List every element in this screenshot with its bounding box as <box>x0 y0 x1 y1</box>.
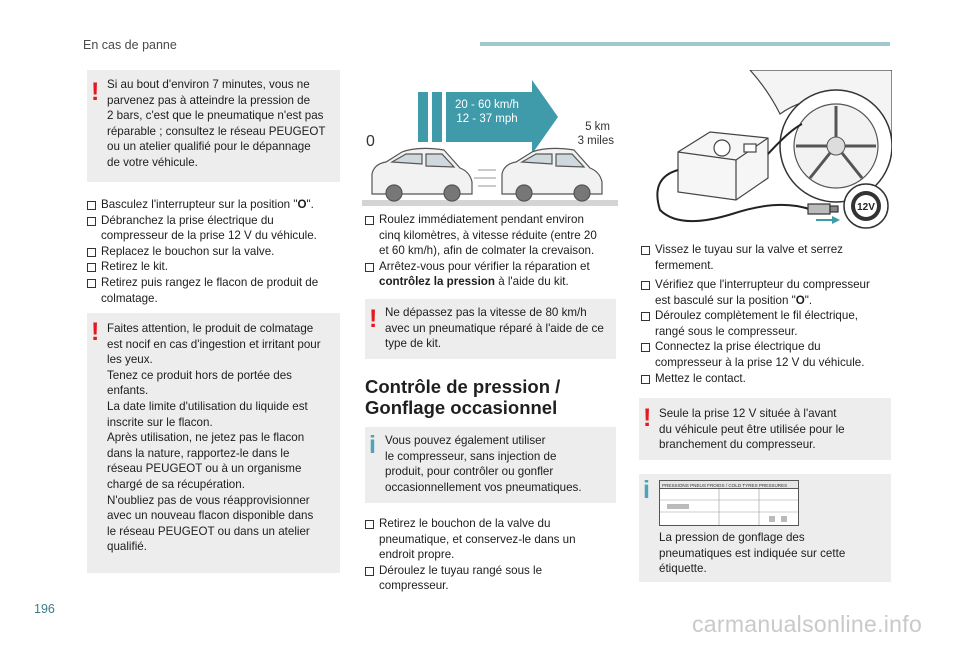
steps-list-valve <box>365 516 620 594</box>
info-box-label <box>639 474 891 582</box>
compressor-icon <box>678 132 768 200</box>
steps-list-drive <box>365 212 620 290</box>
warning-text: Ne dépassez pas la vitesse de 80 km/h avec un pneumatique réparé à l'aide de ce type de kit. <box>385 306 604 351</box>
car-icon <box>372 148 472 201</box>
step-item: Déroulez le tuyau rangé sous le compresseur. <box>365 563 620 594</box>
info-icon: i <box>369 431 376 459</box>
warning-text: Faites attention, le produit de colmatage est nocif en cas d'ingestion et irritant pour les yeux. Tenez ce produit hors de portée des enfants. La date limite d'utilisation du liquide est inscrite sur le flacon. Après utilisation, ne jetez pas le flacon dans la nature, rapportez-le dans le réseau PEUGEOT ou à un organisme chargé de sa récupération. N'oubliez pas de vous réapprovisionner avec un nouveau flacon disponible dans le réseau PEUGEOT ou dans un atelier qualifié. <box>107 322 321 554</box>
warning-text: Seule la prise 12 V située à l'avant du véhicule peut être utilisée pour le branchement du compresseur. <box>659 407 845 452</box>
section-title: En cas de panne <box>83 38 177 52</box>
info-box-compressor <box>365 427 616 503</box>
steps-list-connect <box>641 277 891 386</box>
car-icon <box>474 148 602 201</box>
warning-box-socket <box>639 398 891 460</box>
step-item: Retirez le kit. <box>87 259 342 275</box>
page-number: 196 <box>34 602 55 616</box>
step-item: Basculez l'interrupteur sur la position "O". <box>87 197 342 213</box>
warning-text: Si au bout d'environ 7 minutes, vous ne parvenez pas à atteindre la pression de 2 bars, c'est que le pneumatique n'est pas réparable ; consultez le réseau PEUGEOT ou un atelier qualifié pour le dépannage de votre véhicule. <box>107 78 326 169</box>
header-bar <box>480 42 890 46</box>
socket-12v-icon <box>844 184 888 228</box>
speed-mph-label: 12 - 37 mph <box>456 113 518 125</box>
speed-bar <box>432 92 442 142</box>
step-item: Déroulez complètement le fil électrique, rangé sous le compresseur. <box>641 308 891 339</box>
speed-kmh-label: 20 - 60 km/h <box>455 99 519 111</box>
socket-label: 12V <box>857 202 875 213</box>
step-item: Mettez le contact. <box>641 371 891 387</box>
step-item: Connectez la prise électrique du compresseur à la prise 12 V du véhicule. <box>641 339 891 370</box>
steps-list-disconnect <box>87 197 342 306</box>
label-title: PRESSIONS PNEUS FROIDS / COLD TYRES PRESSURES <box>662 483 788 488</box>
section-heading: Contrôle de pression / Gonflage occasionnel <box>365 376 561 418</box>
warning-icon: ! <box>91 318 100 346</box>
steps-list-hose <box>641 242 891 273</box>
step-item: Arrêtez-vous pour vérifier la réparation et contrôlez la pression à l'aide du kit. <box>365 259 620 290</box>
step-item: Replacez le bouchon sur la valve. <box>87 244 342 260</box>
step-item: Vissez le tuyau sur la valve et serrez fermement. <box>641 242 891 273</box>
watermark: carmanualsonline.info <box>692 611 923 637</box>
info-text: Vous pouvez également utiliser le compresseur, sans injection de produit, pour contrôler ou gonfler occasionnellement vos pneumatiques. <box>385 434 582 494</box>
info-icon: i <box>643 476 650 504</box>
start-label: 0 <box>366 133 375 150</box>
step-item: Retirez puis rangez le flacon de produit de colmatage. <box>87 275 342 306</box>
step-item: Débranchez la prise électrique du compresseur de la prise 12 V du véhicule. <box>87 213 342 244</box>
distance-km-label: 5 km <box>585 121 610 133</box>
warning-icon: ! <box>91 78 100 106</box>
warning-icon: ! <box>643 404 652 432</box>
warning-box-pressure <box>87 70 340 182</box>
tyre-pressure-label <box>659 480 799 526</box>
driving-figure <box>362 72 618 208</box>
info-text: La pression de gonflage des pneumatiques est indiquée sur cette étiquette. <box>659 531 846 576</box>
step-item: Retirez le bouchon de la valve du pneumatique, et conservez-le dans un endroit propre. <box>365 516 620 563</box>
step-item: Vérifiez que l'interrupteur du compresseur est basculé sur la position "O". <box>641 277 891 308</box>
warning-box-sealant <box>87 313 340 573</box>
distance-miles-label: 3 miles <box>577 135 614 147</box>
plug-icon <box>808 204 840 224</box>
car-icon <box>667 504 689 509</box>
warning-box-speed <box>365 299 616 359</box>
warning-icon: ! <box>369 305 378 333</box>
compressor-figure <box>640 70 892 232</box>
speed-bar <box>418 92 428 142</box>
step-item: Roulez immédiatement pendant environ cinq kilomètres, à vitesse réduite (entre 20 et 60 km/h), afin de colmater la crevaison. <box>365 212 620 259</box>
